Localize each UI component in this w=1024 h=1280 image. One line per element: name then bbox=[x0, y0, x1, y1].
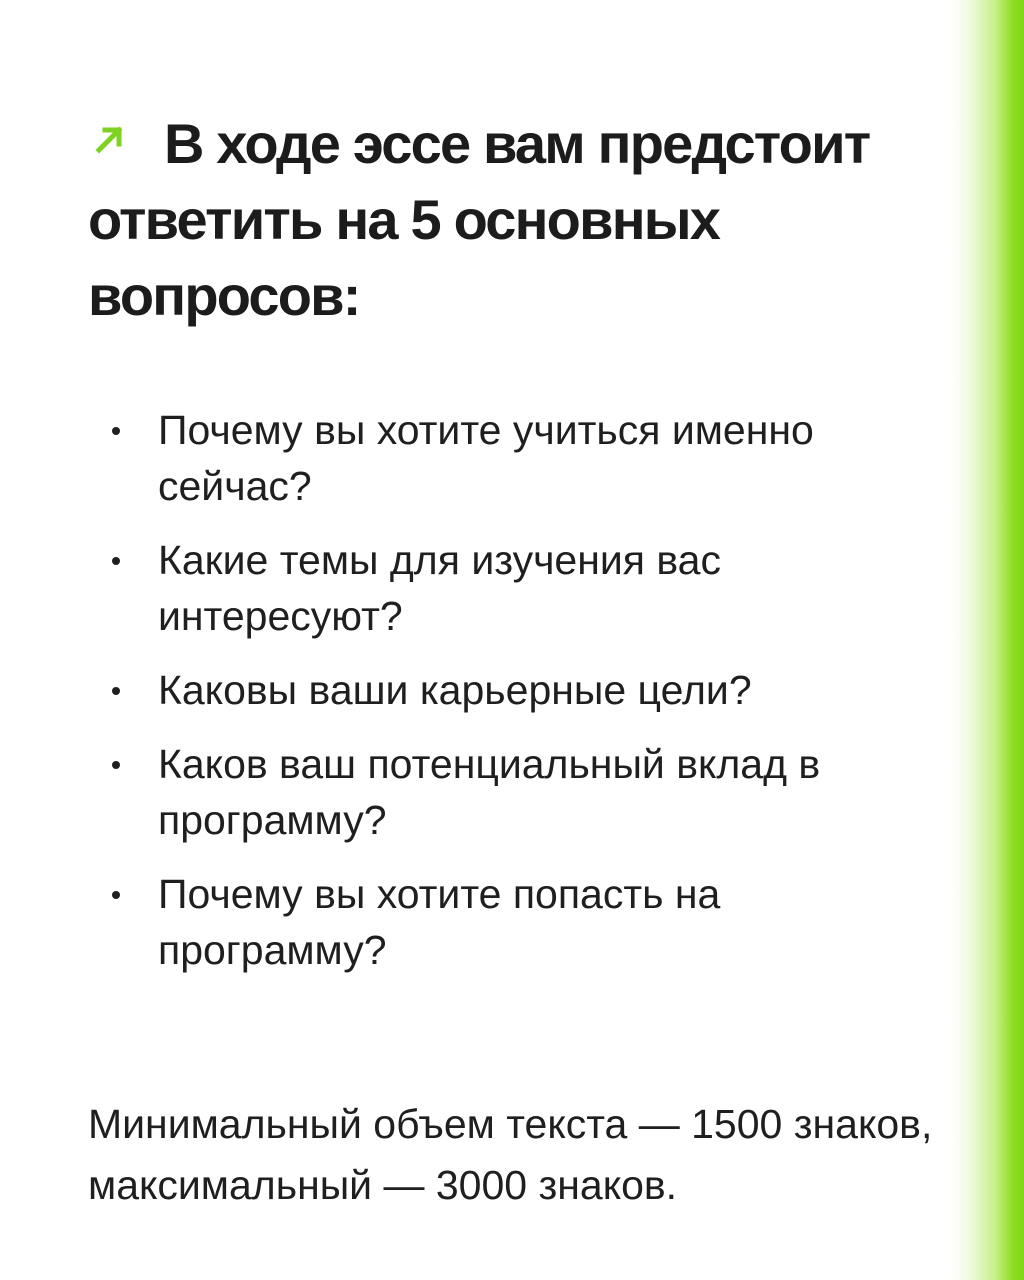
question-item bbox=[112, 866, 912, 978]
bullet-icon bbox=[112, 761, 120, 769]
bullet-icon bbox=[112, 427, 120, 435]
text-length-note: Минимальный объем текста — 1500 знаков, максимальный — 3000 знаков. bbox=[88, 1101, 933, 1208]
question-item bbox=[112, 736, 912, 848]
question-text: Почему вы хотите учиться именно сейчас? bbox=[158, 407, 814, 509]
bullet-icon bbox=[112, 687, 120, 695]
question-item bbox=[112, 532, 912, 644]
question-text: Какие темы для изучения вас интересуют? bbox=[158, 537, 721, 639]
heading-text: В ходе эссе вам предстоит ответить на 5 основных вопросов: bbox=[88, 112, 870, 327]
page-heading bbox=[88, 100, 968, 334]
question-item bbox=[112, 402, 912, 514]
question-text: Каков ваш потенциальный вклад в программу? bbox=[158, 741, 821, 843]
question-item bbox=[112, 662, 912, 718]
bullet-icon bbox=[112, 557, 120, 565]
questions-list bbox=[112, 402, 912, 996]
arrow-up-right-icon bbox=[92, 100, 128, 136]
bullet-icon bbox=[112, 891, 120, 899]
question-text: Почему вы хотите попасть на программу? bbox=[158, 871, 721, 973]
question-text: Каковы ваши карьерные цели? bbox=[158, 667, 752, 713]
